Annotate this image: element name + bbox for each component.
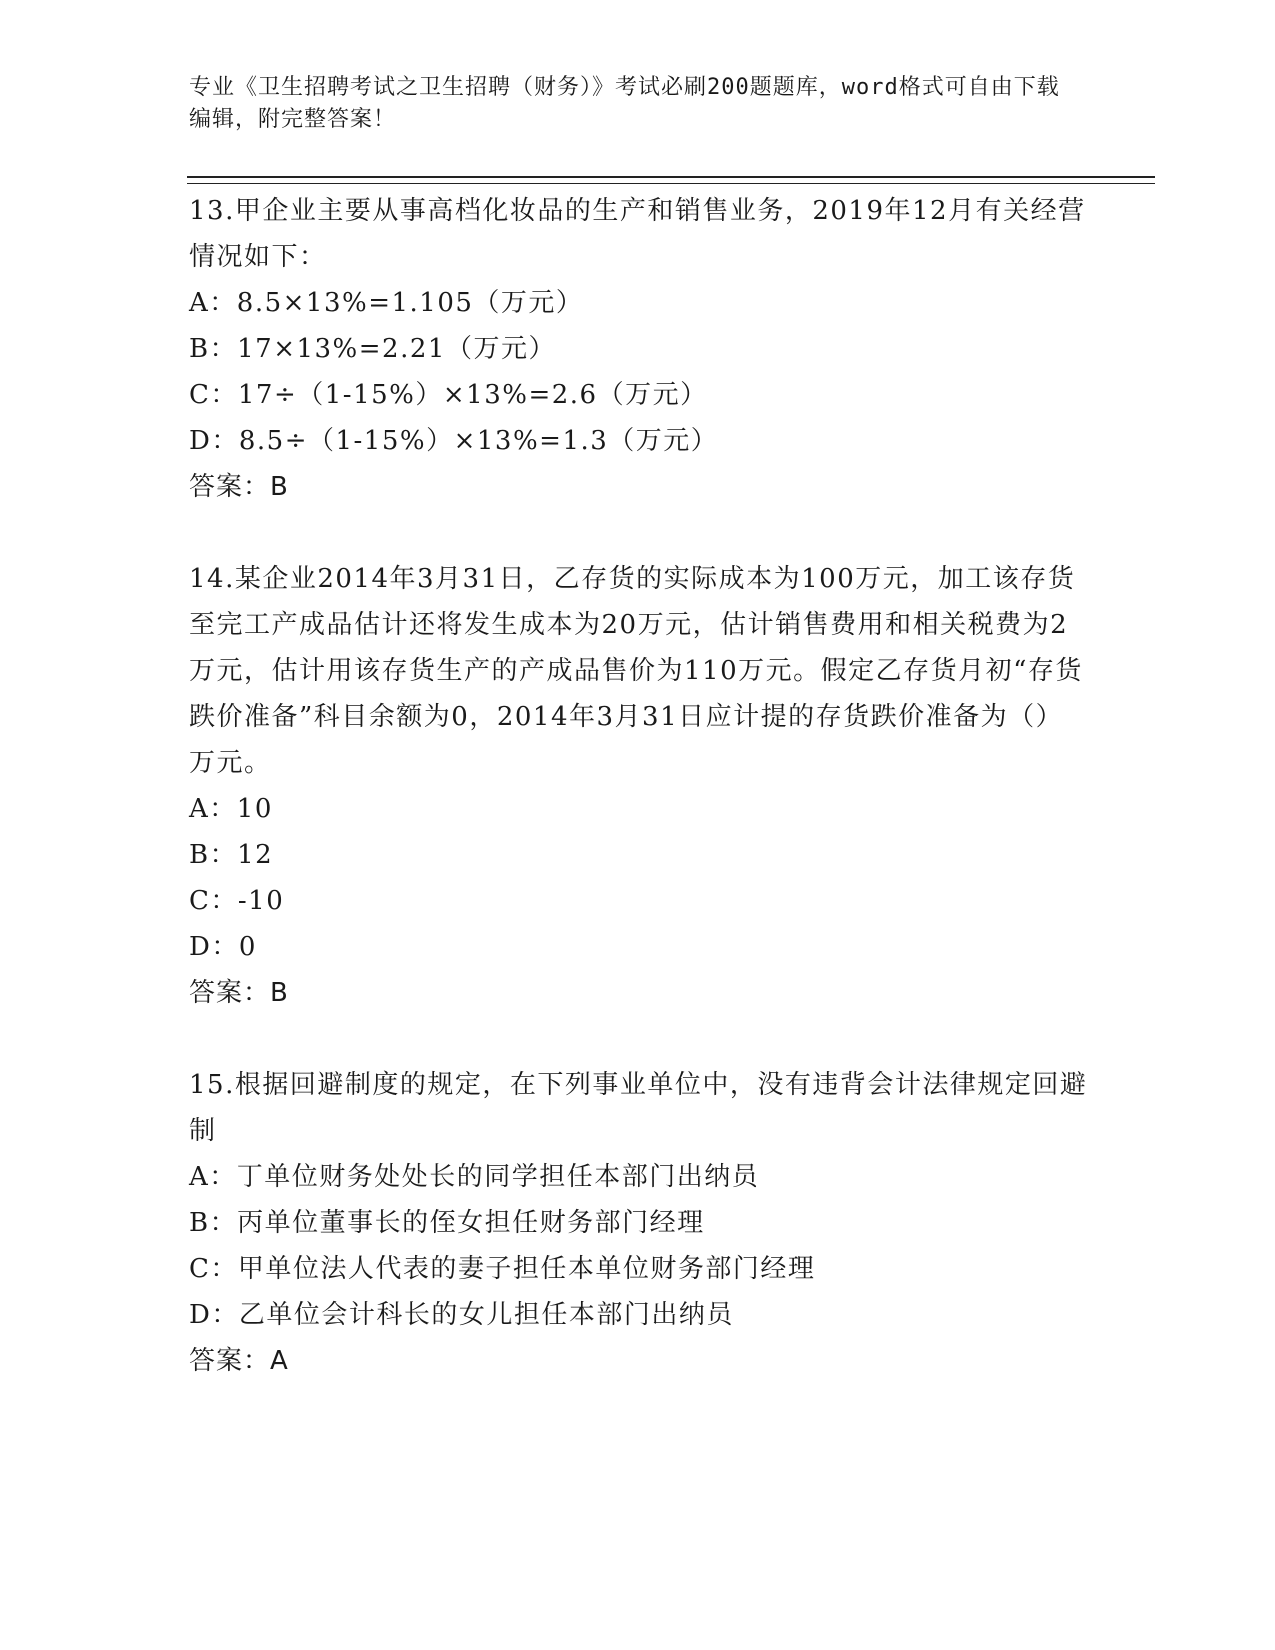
option-b: B：17×13%=2.21（万元）	[189, 334, 556, 364]
header-divider-thick	[187, 176, 1155, 178]
option-b: B：12	[189, 840, 274, 870]
header-divider-thin	[187, 183, 1155, 184]
document-header: 专业《卫生招聘考试之卫生招聘（财务）》考试必刷200题题库，word格式可自由下载编辑，附完整答案！	[189, 75, 1060, 132]
answer-line: 答案：B	[189, 978, 289, 1008]
question-spacer	[189, 1016, 1089, 1062]
option-c: C：-10	[189, 886, 285, 916]
option-c: C：甲单位法人代表的妻子担任本单位财务部门经理	[189, 1254, 816, 1284]
question-spacer	[189, 510, 1089, 556]
option-b: B：丙单位董事长的侄女担任财务部门经理	[189, 1208, 705, 1238]
option-c: C：17÷（1-15%）×13%=2.6（万元）	[189, 380, 708, 410]
question-list	[189, 188, 1089, 1384]
question-14	[189, 556, 1089, 1016]
question-stem: 14.某企业2014年3月31日，乙存货的实际成本为100万元，加工该存货至完工产成品估计还将发生成本为20万元，估计销售费用和相关税费为2万元，估计用该存货生产的产成品售价为110万元。假定乙存货月初“存货跌价准备”科目余额为0，2014年3月31日应计提的存货跌价准备为（）万元。	[189, 564, 1083, 778]
option-a: A：8.5×13%=1.105（万元）	[189, 288, 584, 318]
answer-line: 答案：A	[189, 1346, 289, 1376]
option-d: D：8.5÷（1-15%）×13%=1.3（万元）	[189, 426, 719, 456]
question-15	[189, 1062, 1089, 1384]
option-a: A：10	[189, 794, 273, 824]
option-d: D：0	[189, 932, 257, 962]
answer-line: 答案：B	[189, 472, 289, 502]
question-stem: 13.甲企业主要从事高档化妆品的生产和销售业务，2019年12月有关经营情况如下：	[189, 196, 1086, 272]
option-d: D：乙单位会计科长的女儿担任本部门出纳员	[189, 1300, 734, 1330]
question-13	[189, 188, 1089, 510]
question-stem: 15.根据回避制度的规定，在下列事业单位中，没有违背会计法律规定回避制	[189, 1070, 1088, 1146]
option-a: A：丁单位财务处处长的同学担任本部门出纳员	[189, 1162, 760, 1192]
